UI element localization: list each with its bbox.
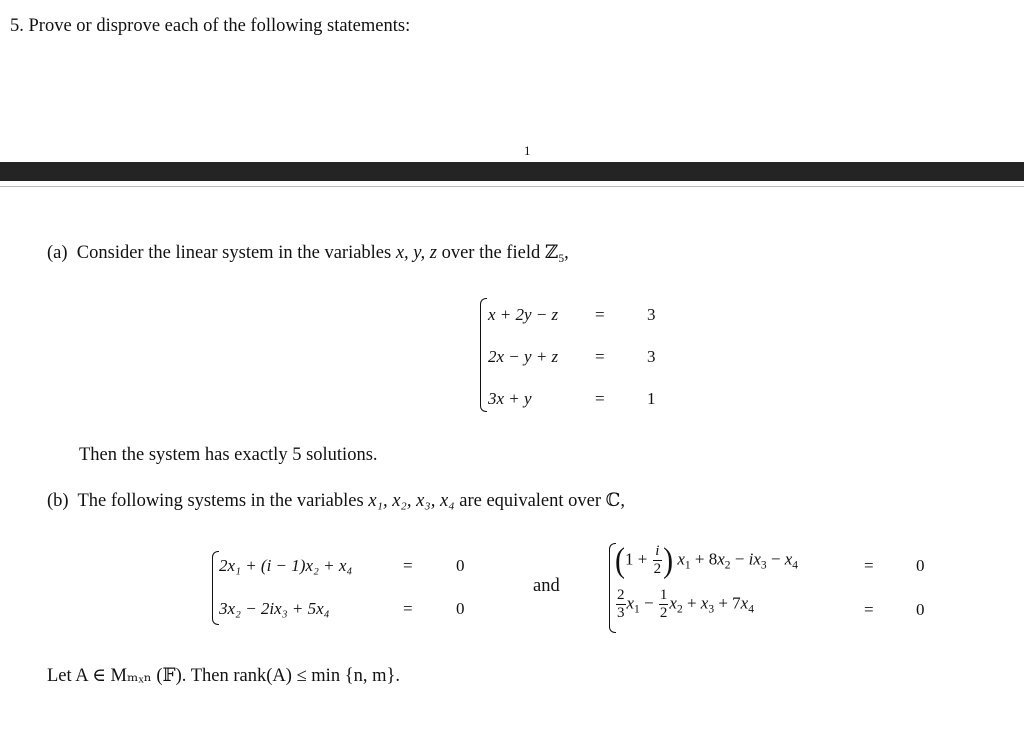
- system-b-left-brace: [212, 551, 219, 625]
- part-b-tail: are equivalent over: [459, 491, 602, 511]
- part-c-statement: Let A ∈ Mₘₓₙ (𝔽). Then rank(A) ≤ min {n, m}.: [47, 666, 400, 686]
- system-a-eq2-lhs: 2x − y + z: [488, 347, 559, 366]
- system-b-left-eq2-rhs: 0: [456, 599, 465, 618]
- page-divider-line: [0, 186, 1024, 187]
- page-number-mark: [524, 143, 532, 163]
- system-b-left-eq2-rel: =: [403, 599, 413, 618]
- part-a-intro: (a) Consider the linear system in the variables x, y, z over the field ℤ$_5$,: [47, 242, 569, 265]
- system-b-left-eq1-rhs: 0: [456, 556, 465, 575]
- part-a-text: Consider the linear system in the variables: [76, 243, 392, 263]
- system-b-right-eq2-lhs: $\frac{2}{3}$ $x_1$ − $\frac{1}{2}$ $x_2 + x_3 + 7x_4$: [617, 587, 754, 621]
- part-a-conclusion: Then the system has exactly 5 solutions.: [79, 445, 378, 465]
- system-a-eq1-lhs: x + 2y − z: [488, 305, 559, 324]
- system-b-right-eq2-rel: =: [864, 600, 874, 619]
- system-a-eq3-rhs: 1: [647, 389, 656, 408]
- system-a-brace: [480, 298, 487, 412]
- part-a-over: over the field: [441, 243, 541, 263]
- field-z-symbol: ℤ: [544, 242, 559, 263]
- system-b-left-eq1-lhs: 2x₁ + (i − 1)x₂ + x₄: [219, 556, 353, 575]
- system-b-left-eq2-lhs: 3x₂ − 2ix₃ + 5x₄: [219, 599, 330, 618]
- part-a-label: (a): [47, 243, 68, 263]
- system-a-eq1-rhs: 3: [647, 305, 656, 324]
- page-number: 1: [524, 143, 531, 158]
- system-a-eq2-rel: =: [595, 347, 605, 366]
- field-c-symbol: ℂ: [605, 490, 621, 511]
- system-b-right-eq1-rel: =: [864, 556, 874, 575]
- part-b-intro: (b) The following systems in the variables x₁, x₂, x₃, x₄ are equivalent over ℂ,: [47, 490, 626, 511]
- system-a-eq2-rhs: 3: [647, 347, 656, 366]
- problem-prompt: Prove or disprove each of the following statements:: [28, 16, 411, 36]
- part-b-vars: x₁, x₂, x₃, x₄: [368, 491, 455, 511]
- page-divider: [0, 162, 1024, 181]
- part-b-label: (b): [47, 491, 69, 511]
- system-b-right-eq1-rhs: 0: [916, 556, 925, 575]
- system-b-right-eq1-lhs: (1 + $\frac{i}{2}$ ) $x_1 + 8x_2 - ix_3 - x_4$: [615, 540, 799, 579]
- field-z-subscript: 5: [558, 253, 565, 265]
- system-a-eq3-lhs: 3x + y: [488, 389, 532, 408]
- system-b-right-eq2-rhs: 0: [916, 600, 925, 619]
- system-a-eq3-rel: =: [595, 389, 605, 408]
- part-b-text: The following systems in the variables: [77, 491, 364, 511]
- system-connector-and: and: [533, 576, 560, 596]
- part-a-vars: x, y, z: [395, 243, 437, 263]
- problem-number: 5.: [10, 16, 24, 36]
- problem-header: [10, 16, 410, 37]
- system-b-left-eq1-rel: =: [403, 556, 413, 575]
- system-a-eq1-rel: =: [595, 305, 605, 324]
